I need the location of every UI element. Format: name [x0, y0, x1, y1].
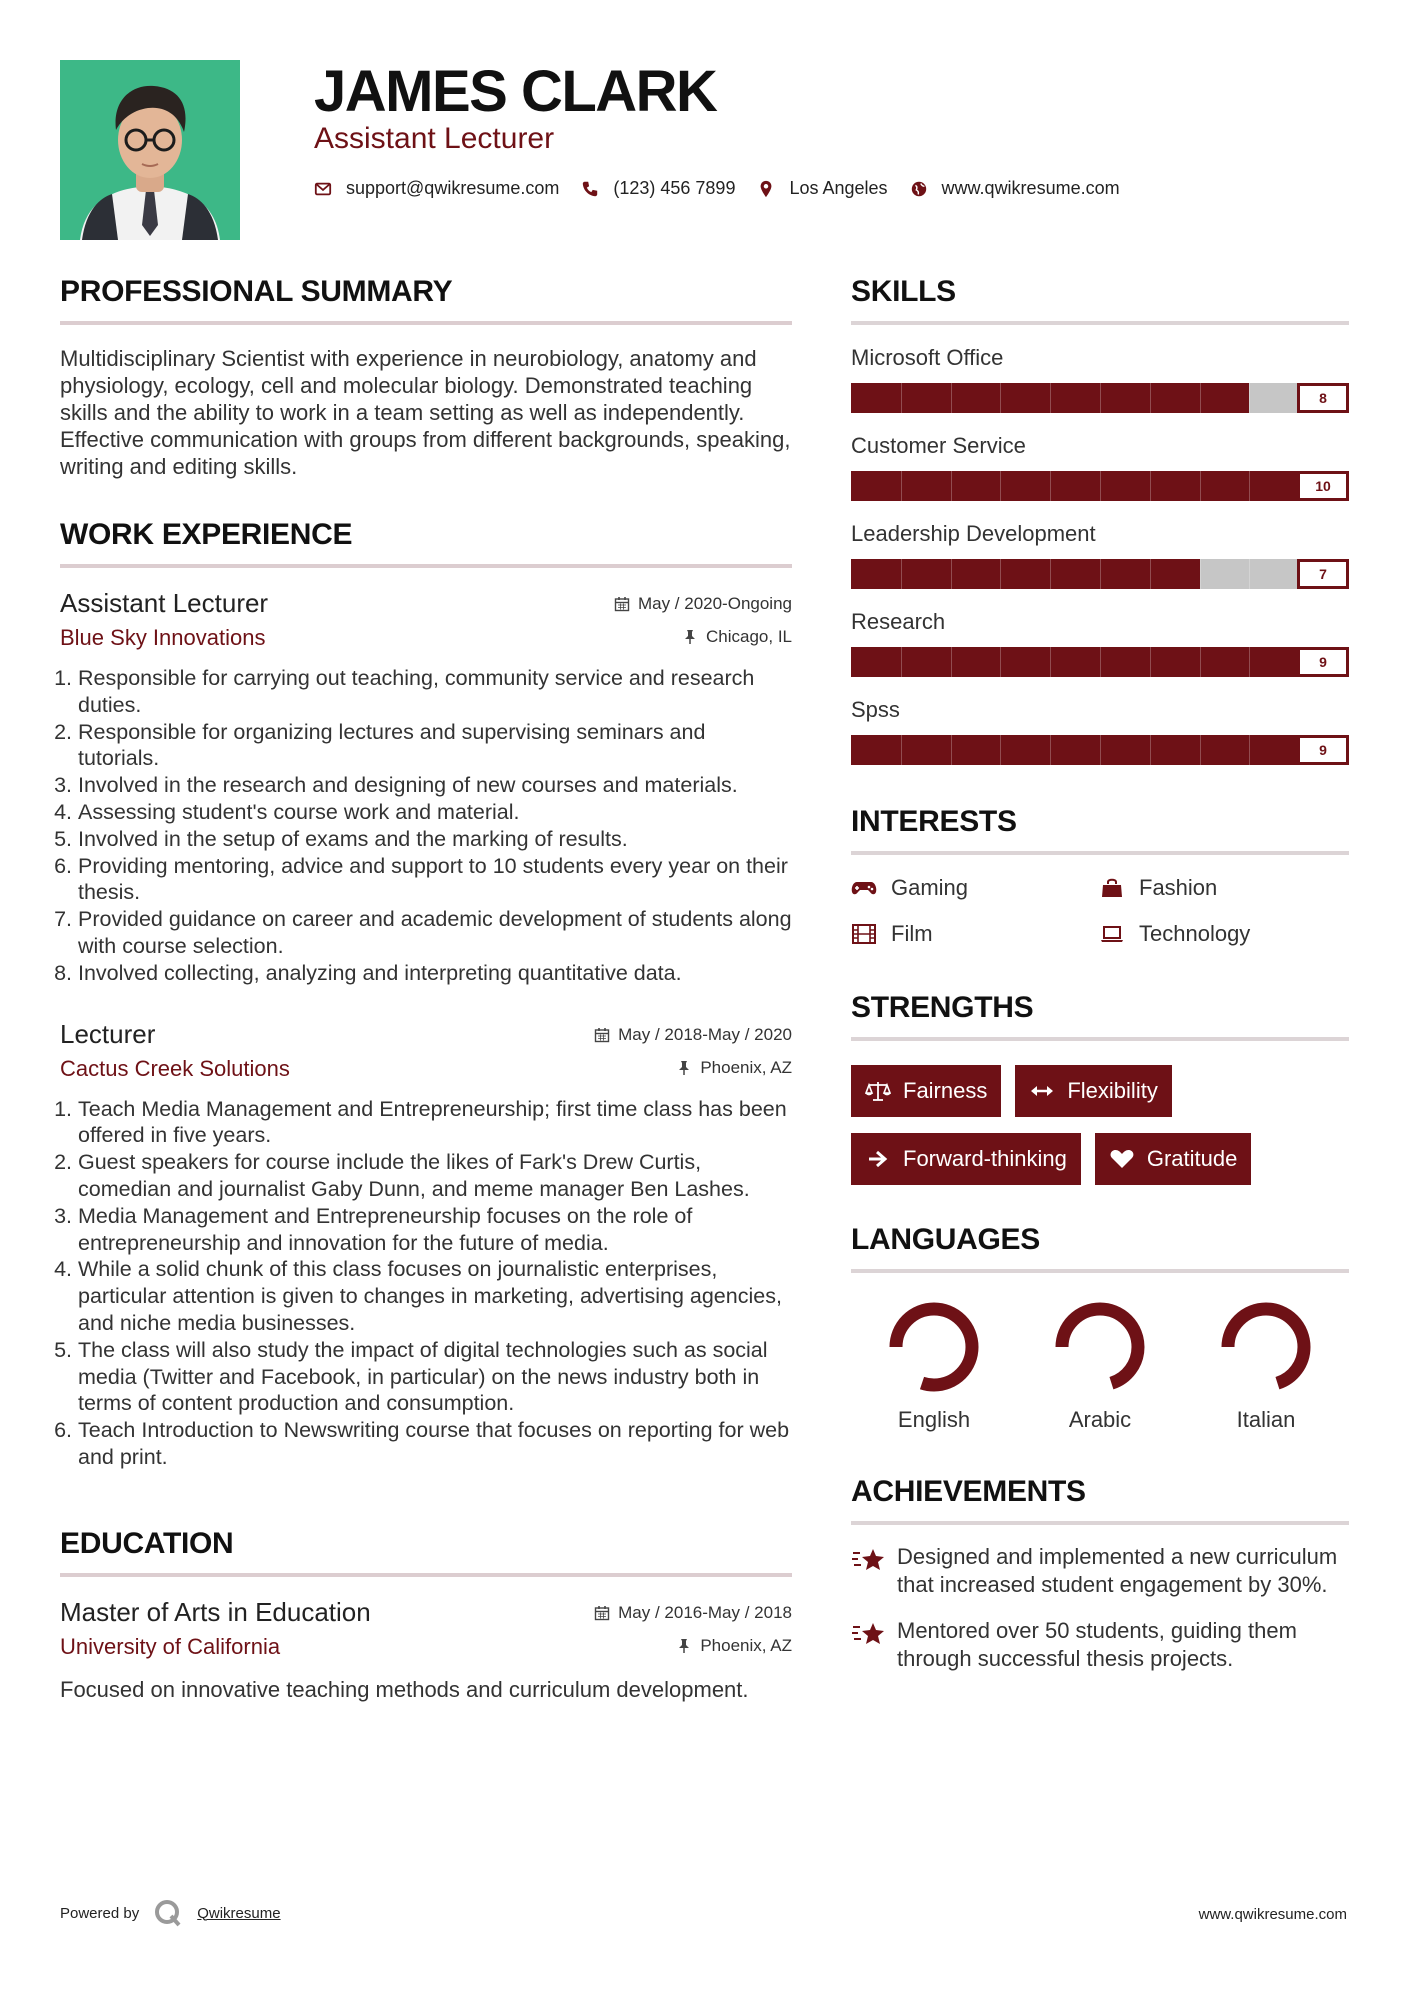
skill-bar-segment	[951, 735, 952, 765]
heart-icon	[1109, 1147, 1135, 1171]
list-item: 7. Provided guidance on career and academic development of students along with course selection.	[78, 906, 792, 960]
interest-label: Gaming	[891, 875, 969, 900]
footer-site-link[interactable]: www.qwikresume.com	[1198, 1906, 1347, 1923]
list-item: 1. Teach Media Management and Entrepreneurship; first time class has been offered in five years.	[78, 1096, 792, 1150]
list-item: 8. Involved collecting, analyzing and interpreting quantitative data.	[78, 960, 792, 987]
skill-bar-segment	[1249, 471, 1250, 501]
education-location-text: Phoenix, AZ	[700, 1635, 792, 1655]
contact-website[interactable]	[910, 178, 1120, 199]
candidate-name: JAMES CLARK	[314, 59, 717, 124]
pushpin-icon	[676, 1060, 692, 1076]
company-name: Cactus Creek Solutions	[60, 1055, 290, 1081]
shooting-star-icon	[851, 1619, 887, 1649]
skill-bar	[851, 559, 1349, 589]
email-text: support@qwikresume.com	[346, 178, 560, 198]
arrow-right-icon	[865, 1147, 891, 1171]
education-section	[60, 1527, 792, 1703]
language-ring	[1050, 1297, 1150, 1397]
skill-bar	[851, 735, 1349, 765]
job-location	[676, 1058, 792, 1078]
film-icon	[851, 923, 877, 945]
language-ring	[1216, 1297, 1316, 1397]
skill-bar-segment	[1150, 383, 1151, 413]
candidate-title: Assistant Lecturer	[314, 122, 555, 155]
skill-bar-segment	[901, 471, 902, 501]
experience-heading: WORK EXPERIENCE	[60, 518, 792, 568]
skill-name: Customer Service	[851, 433, 1026, 458]
education-heading: EDUCATION	[60, 1527, 792, 1577]
list-item: 5. The class will also study the impact of digital technologies such as social media (Twitter and Facebook, in particular) on the news industry both in terms of content production and consumption.	[78, 1337, 792, 1417]
strength-label: Flexibility	[1067, 1078, 1158, 1103]
skill-bar-segment	[1200, 647, 1201, 677]
skill-bar-segment	[1100, 559, 1101, 589]
skill-bar-segment	[1000, 471, 1001, 501]
phone-text: (123) 456 7899	[613, 178, 736, 198]
job-entry	[60, 1019, 792, 1471]
job-dates	[594, 1025, 792, 1045]
skill-bar-fill	[851, 559, 1200, 589]
qwikresume-logo-icon	[153, 1898, 183, 1928]
language-ring	[884, 1297, 984, 1397]
experience-section	[60, 518, 792, 1471]
achievement-text: Designed and implemented a new curriculum that increased student engagement by 30%.	[897, 1544, 1338, 1597]
skill-bar-segment	[901, 559, 902, 589]
contact-location	[757, 178, 887, 199]
skill-bar-segment	[1249, 735, 1250, 765]
skill-bar-fill	[851, 647, 1299, 677]
language-item	[1017, 1297, 1183, 1433]
skill-bar-segment	[1200, 735, 1201, 765]
calendar-icon	[594, 1605, 610, 1621]
skills-section	[851, 275, 1349, 765]
contact-phone[interactable]	[581, 178, 735, 199]
skill-bar-segment	[1100, 383, 1101, 413]
skill-bar-segment	[1150, 647, 1151, 677]
language-ring-arc	[896, 1309, 972, 1385]
list-item: 5. Involved in the setup of exams and the marking of results.	[78, 826, 792, 853]
list-item: 2. Guest speakers for course include the likes of Fark's Drew Curtis, comedian and journalist Gaby Dunn, and meme manager Ben Lashes.	[78, 1149, 792, 1203]
company-name: Blue Sky Innovations	[60, 625, 266, 650]
website-text: www.qwikresume.com	[941, 178, 1120, 198]
skill-bar-segment	[901, 735, 902, 765]
achievements-heading: ACHIEVEMENTS	[851, 1475, 1349, 1525]
pushpin-icon	[676, 1638, 692, 1654]
summary-section	[60, 275, 792, 480]
skill-bar-segment	[1100, 647, 1101, 677]
skill-name: Research	[851, 609, 946, 634]
skill-bar-segment	[1200, 383, 1201, 413]
language-name: Arabic	[1068, 1407, 1132, 1432]
duties-list	[60, 665, 792, 987]
skill-bar-fill	[851, 735, 1299, 765]
skill-bar-segment	[1150, 471, 1151, 501]
skill-bar-segment	[1249, 647, 1250, 677]
job-dates	[614, 594, 792, 614]
phone-icon	[581, 180, 599, 198]
profile-photo	[60, 60, 240, 240]
skill-bar-segment	[1200, 471, 1201, 501]
school-name: University of California	[60, 1633, 281, 1659]
list-item: 1. Responsible for carrying out teaching, community service and research duties.	[78, 665, 792, 719]
skill-bar-segment	[1100, 471, 1101, 501]
skill-bar-segment	[951, 647, 952, 677]
degree-title: Master of Arts in Education	[60, 1596, 371, 1627]
achievements-section	[851, 1475, 1349, 1673]
skill-bar-segment	[1200, 559, 1201, 589]
interest-item	[1099, 875, 1347, 901]
gamepad-icon	[851, 877, 877, 899]
location-text: Los Angeles	[789, 178, 888, 198]
skill-item	[851, 521, 1349, 589]
skill-bar	[851, 471, 1349, 501]
summary-heading: PROFESSIONAL SUMMARY	[60, 275, 792, 325]
job-title: Assistant Lecturer	[60, 588, 269, 618]
strength-tag	[1095, 1133, 1252, 1185]
calendar-icon	[594, 1027, 610, 1043]
skill-item	[851, 345, 1349, 413]
interest-item	[1099, 921, 1347, 947]
skill-bar-segment	[951, 383, 952, 413]
strengths-tags	[851, 1065, 1349, 1185]
job-dates-text: May / 2020-Ongoing	[637, 594, 792, 613]
language-item	[1183, 1297, 1349, 1433]
achievement-text: Mentored over 50 students, guiding them through successful thesis projects.	[897, 1618, 1297, 1671]
strength-tag	[851, 1133, 1081, 1185]
skill-bar-segment	[1050, 383, 1051, 413]
skill-score: 9	[1297, 735, 1349, 765]
language-item	[851, 1297, 1017, 1433]
interests-section	[851, 805, 1349, 947]
achievement-item	[851, 1617, 1349, 1673]
shooting-star-icon	[851, 1545, 887, 1575]
languages-section	[851, 1223, 1349, 1433]
interest-label: Fashion	[1139, 875, 1218, 900]
list-item: 2. Responsible for organizing lectures and supervising seminars and tutorials.	[78, 719, 792, 773]
language-name: English	[897, 1407, 971, 1432]
skill-bar-segment	[1050, 735, 1051, 765]
skill-bar-segment	[1150, 735, 1151, 765]
skill-bar-segment	[1249, 383, 1250, 413]
pushpin-icon	[682, 629, 698, 645]
list-item: 4. While a solid chunk of this class focuses on journalistic enterprises, particular attention is given to changes in marketing, advertising agencies, and niche media businesses.	[78, 1256, 792, 1336]
shopping-bag-icon	[1099, 877, 1125, 899]
skill-bar-segment	[1000, 383, 1001, 413]
skill-bar-segment	[1050, 559, 1051, 589]
interests-grid	[851, 875, 1349, 947]
job-title: Lecturer	[60, 1018, 156, 1049]
list-item: 4. Assessing student's course work and material.	[78, 799, 792, 826]
education-dates-text: May / 2016-May / 2018	[618, 1602, 792, 1622]
interest-item	[851, 875, 1099, 901]
skill-bar-segment	[1100, 735, 1101, 765]
strengths-section	[851, 991, 1349, 1185]
education-entry	[60, 1597, 792, 1703]
arrows-horizontal-icon	[1029, 1079, 1055, 1103]
skill-bar-segment	[901, 647, 902, 677]
skill-bar-segment	[1000, 735, 1001, 765]
skill-bar-segment	[901, 383, 902, 413]
map-pin-icon	[757, 180, 775, 198]
job-entry	[60, 588, 792, 987]
job-location	[682, 627, 792, 647]
skill-score: 9	[1297, 647, 1349, 677]
skill-bar	[851, 383, 1349, 413]
balance-scale-icon	[865, 1079, 891, 1103]
left-column	[60, 275, 792, 1703]
education-description: Focused on innovative teaching methods and curriculum development.	[60, 1676, 749, 1702]
skill-bar-segment	[1050, 471, 1051, 501]
skill-bar-segment	[1000, 559, 1001, 589]
brand-link[interactable]: Qwikresume	[197, 1904, 281, 1922]
skill-bar-segment	[1050, 647, 1051, 677]
language-ring-arc	[1228, 1309, 1304, 1385]
interest-item	[851, 921, 1099, 947]
footer-powered-by	[60, 1898, 281, 1928]
skill-item	[851, 697, 1349, 765]
language-ring-arc	[1062, 1309, 1138, 1385]
skill-score: 10	[1297, 471, 1349, 501]
interests-heading: INTERESTS	[851, 805, 1349, 855]
strength-tag	[1015, 1065, 1171, 1117]
skill-name: Microsoft Office	[851, 345, 1004, 370]
skill-bar-segment	[951, 471, 952, 501]
contact-email[interactable]	[314, 178, 559, 199]
contact-bar	[314, 178, 1142, 199]
achievement-item	[851, 1543, 1349, 1599]
skill-bar-segment	[951, 559, 952, 589]
right-column	[851, 275, 1349, 1673]
list-item: 6. Providing mentoring, advice and support to 10 students every year on their thesis.	[78, 853, 792, 907]
list-item: 3. Involved in the research and designing of new courses and materials.	[78, 772, 792, 799]
laptop-icon	[1099, 923, 1125, 945]
education-location	[676, 1636, 792, 1656]
languages-heading: LANGUAGES	[851, 1223, 1349, 1273]
skills-list	[851, 345, 1349, 765]
job-location-text: Chicago, IL	[706, 627, 792, 646]
globe-icon	[910, 180, 928, 198]
job-location-text: Phoenix, AZ	[700, 1057, 792, 1077]
skill-bar-segment	[1249, 559, 1250, 589]
education-dates	[594, 1603, 792, 1623]
list-item: 3. Media Management and Entrepreneurship focuses on the role of entrepreneurship and innovation for the future of media.	[78, 1203, 792, 1257]
skill-name: Leadership Development	[851, 521, 1096, 546]
interest-label: Technology	[1139, 921, 1251, 946]
skills-heading: SKILLS	[851, 275, 1349, 325]
strengths-heading: STRENGTHS	[851, 991, 1349, 1041]
powered-by-text: Powered by	[60, 1904, 140, 1922]
skill-bar-segment	[1000, 647, 1001, 677]
strength-label: Forward-thinking	[903, 1146, 1067, 1171]
job-dates-text: May / 2018-May / 2020	[618, 1024, 792, 1044]
list-item: 6. Teach Introduction to Newswriting course that focuses on reporting for web and print.	[78, 1417, 792, 1471]
calendar-icon	[614, 596, 630, 612]
skill-item	[851, 609, 1349, 677]
skill-score: 7	[1297, 559, 1349, 589]
summary-text: Multidisciplinary Scientist with experience in neurobiology, anatomy and physiology, ecology, cell and molecular biology. Demonstrated teaching skills and the ability to work in a team setting as well as independently. Effective communication with groups from different backgrounds, speaking, writing and editing skills.	[60, 346, 791, 479]
duties-list	[60, 1096, 792, 1471]
envelope-icon	[314, 180, 332, 198]
strength-tag	[851, 1065, 1001, 1117]
languages-list	[851, 1297, 1349, 1433]
strength-label: Fairness	[903, 1078, 988, 1103]
skill-bar	[851, 647, 1349, 677]
skill-item	[851, 433, 1349, 501]
skill-bar-segment	[1150, 559, 1151, 589]
skill-score: 8	[1297, 383, 1349, 413]
language-name: Italian	[1236, 1407, 1296, 1432]
strength-label: Gratitude	[1146, 1146, 1238, 1171]
skill-name: Spss	[851, 697, 900, 722]
interest-label: Film	[891, 921, 933, 946]
